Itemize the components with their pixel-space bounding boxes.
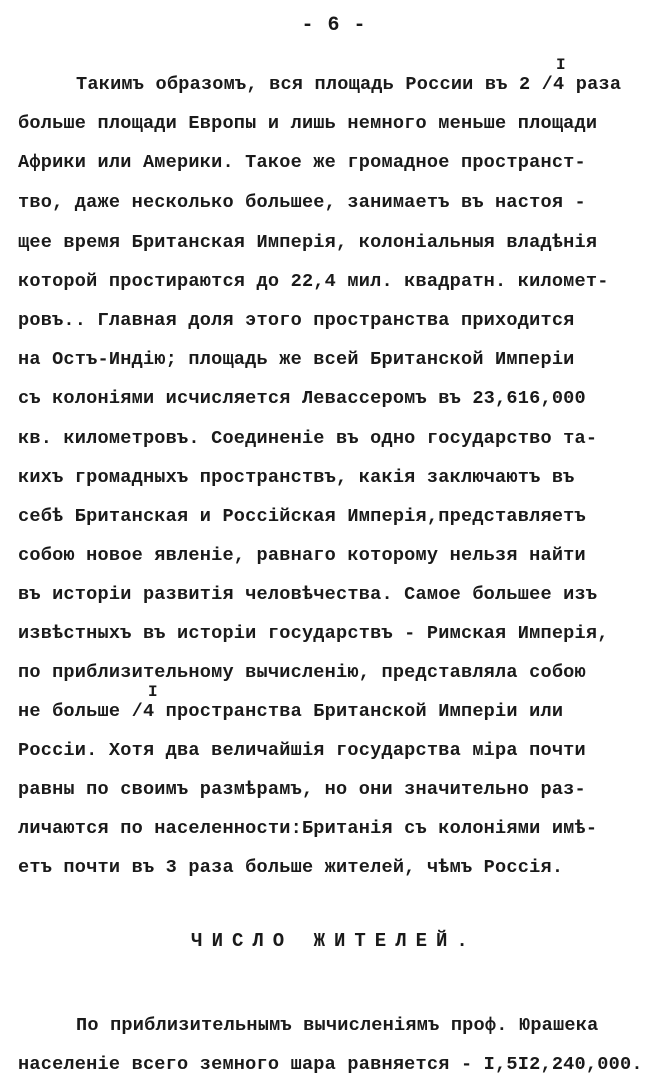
text-line-p1-5: щее время Британская Имперія, колоніальныя владѣнія xyxy=(18,232,598,253)
text-line-p1-16: по приблизительному вычисленію, представляла собою xyxy=(18,662,586,683)
text-line-p1-10: кв. километровъ. Соединеніе въ одно государство та- xyxy=(18,428,598,449)
text-line-p1-8: на Остъ-Индію; площадь же всей Британской Имперіи xyxy=(18,349,575,370)
text-line-p1-18: Россіи. Хотя два величайшія государства міра почти xyxy=(18,740,586,761)
text-line-p1-14: въ исторіи развитія человѣчества. Самое большее изъ xyxy=(18,584,598,605)
text-line-p1-17: не больше /4 пространства Британской Имперіи или xyxy=(18,701,564,722)
text-line-p1-4: тво, даже несколько большее, занимаетъ въ настоя - xyxy=(18,192,586,213)
text-line-p2-1: По приблизительнымъ вычисленіямъ проф. Юрашека xyxy=(76,1015,599,1036)
text-line-p1-9: съ колоніями исчисляется Левассеромъ въ 23,616,000 xyxy=(18,388,586,409)
text-line-p1-21: етъ почти въ 3 раза больше жителей, чѣмъ Россія. xyxy=(18,857,564,878)
text-line-p1-19: равны по своимъ размѣрамъ, но они значительно раз- xyxy=(18,779,586,800)
text-line-p1-13: собою новое явленіе, равнаго которому нельзя найти xyxy=(18,545,586,566)
fraction-numerator-1: I xyxy=(556,56,566,74)
text-line-p2-2: населеніе всего земного шара равняется - I,5I2,240,000. xyxy=(18,1054,643,1075)
text-line-p1-6: которой простираются до 22,4 мил. квадратн. километ- xyxy=(18,271,609,292)
text-line-p1-15: извѣстныхъ въ исторіи государствъ - Римская Имперія, xyxy=(18,623,609,644)
section-heading: ЧИСЛО ЖИТЕЛЕЙ. xyxy=(191,930,477,952)
text-line-p1-1: Такимъ образомъ, вся площадь России въ 2 /4 раза xyxy=(76,74,622,95)
text-line-p1-2: больше площади Европы и лишь немного меньше площади xyxy=(18,113,598,134)
text-line-p1-20: личаются по населенности:Британія съ колоніями имѣ- xyxy=(18,818,598,839)
fraction-numerator-2: I xyxy=(148,683,158,701)
text-line-p1-12: себѣ Британская и Россійская Имперія,представляетъ xyxy=(18,506,586,527)
page-number: - 6 - xyxy=(301,14,367,37)
text-line-p1-3: Африки или Америки. Такое же громадное пространст- xyxy=(18,152,586,173)
text-line-p1-11: кихъ громадныхъ пространствъ, какія заключаютъ въ xyxy=(18,467,575,488)
text-line-p1-7: ровъ.. Главная доля этого пространства приходится xyxy=(18,310,575,331)
